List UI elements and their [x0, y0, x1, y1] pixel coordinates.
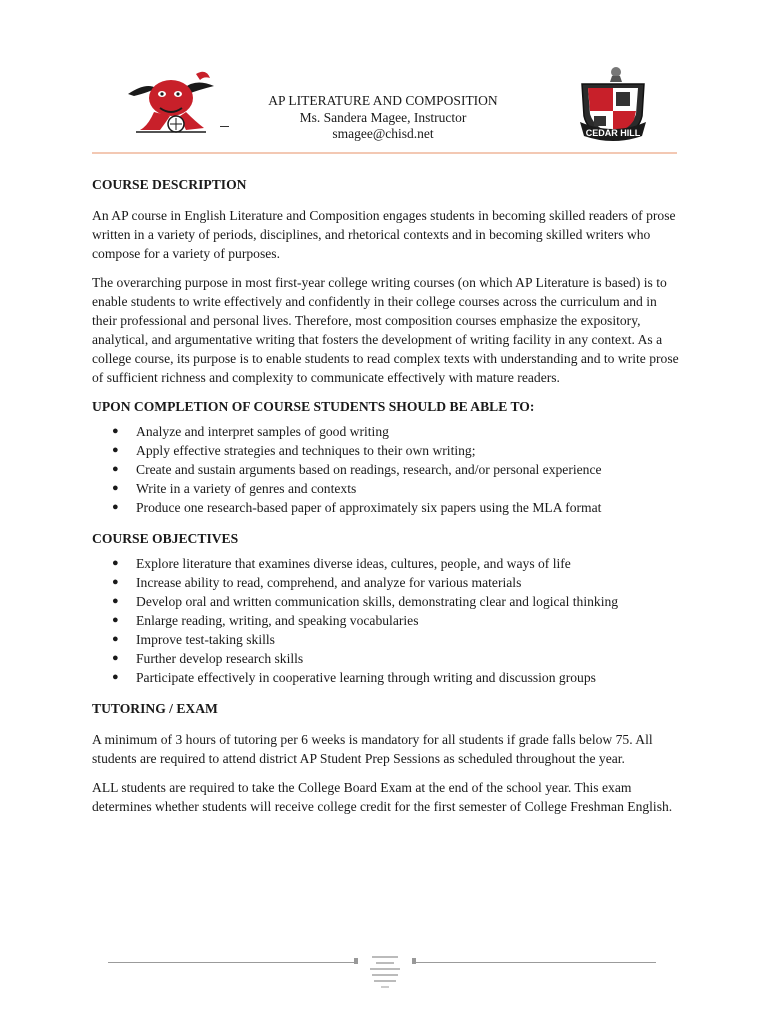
- list-item: ● Enlarge reading, writing, and speaking vocabularies: [112, 613, 419, 628]
- tutoring-exam-heading: TUTORING / EXAM: [92, 701, 218, 716]
- list-item: ● Produce one research-based paper of approximately six papers using the MLA format: [112, 500, 602, 515]
- footer-logo: [354, 954, 416, 994]
- course-objectives-list: [92, 554, 682, 687]
- course-description-heading: COURSE DESCRIPTION: [92, 177, 247, 192]
- bullet-icon: ●: [112, 595, 119, 607]
- tutoring-paragraph: A minimum of 3 hours of tutoring per 6 weeks is mandatory for all students if grade falls below 75. All students are required to attend district AP Student Prep Sessions as scheduled throughout the year.: [92, 732, 653, 766]
- bullet-icon: ●: [112, 557, 119, 569]
- list-item: ● Apply effective strategies and techniques to their own writing;: [112, 443, 476, 458]
- bullet-icon: ●: [112, 576, 119, 588]
- bullet-icon: ●: [112, 482, 119, 494]
- header-divider: [92, 152, 677, 154]
- longhorn-mascot-logo: [126, 64, 216, 136]
- document-header: [230, 93, 536, 143]
- list-item: ● Explore literature that examines diverse ideas, cultures, people, and ways of life: [112, 556, 571, 571]
- list-item: ● Develop oral and written communication skills, demonstrating clear and logical thinking: [112, 594, 619, 609]
- course-title: AP LITERATURE AND COMPOSITION: [268, 93, 498, 108]
- bullet-icon: ●: [112, 501, 119, 513]
- bullet-icon: ●: [112, 671, 119, 683]
- document-body: [92, 175, 682, 816]
- bullet-icon: ●: [112, 633, 119, 645]
- bullet-icon: ●: [112, 444, 119, 456]
- list-item: ● Analyze and interpret samples of good writing: [112, 424, 389, 439]
- bullet-icon: ●: [112, 652, 119, 664]
- course-purpose-paragraph: The overarching purpose in most first-year college writing courses (on which AP Literature is based) is to enable students to write effectively and confidently in their college courses across the curriculum and in their professional and personal lives. Therefore, most composition courses emphasize the expository, analytical, and argumentative writing that fosters the development of writing facility in any context. As a college course, its purpose is to enable students to read complex texts with understanding and to write prose of sufficient richness and complexity to communicate effectively with mature readers.: [92, 275, 679, 385]
- course-description-paragraph: An AP course in English Literature and Composition engages students in becoming skilled readers of prose written in a variety of periods, disciplines, and rhetorical contexts and in becoming skilled writers who compose for a variety of purposes.: [92, 208, 676, 261]
- course-objectives-heading: COURSE OBJECTIVES: [92, 531, 239, 546]
- upon-completion-heading: UPON COMPLETION OF COURSE STUDENTS SHOULD BE ABLE TO:: [92, 399, 535, 414]
- instructor-email: smagee@chisd.net: [332, 126, 434, 141]
- list-item: ● Participate effectively in cooperative learning through writing and discussion groups: [112, 670, 596, 685]
- footer-divider-left: [108, 962, 354, 963]
- instructor-name: Ms. Sandera Magee, Instructor: [299, 109, 467, 125]
- list-item: ● Write in a variety of genres and contexts: [112, 481, 357, 496]
- footer-divider-right: [416, 962, 656, 963]
- list-item: ● Improve test-taking skills: [112, 632, 275, 647]
- cedar-hill-crest-logo: [576, 64, 650, 146]
- header-dash: [220, 126, 229, 127]
- upon-completion-list: [92, 422, 682, 517]
- crest-banner-text: CEDAR HILL: [585, 128, 641, 138]
- list-item: ● Further develop research skills: [112, 651, 304, 666]
- bullet-icon: ●: [112, 614, 119, 626]
- bullet-icon: ●: [112, 463, 119, 475]
- list-item: ● Create and sustain arguments based on readings, research, and/or personal experience: [112, 462, 602, 477]
- list-item: ● Increase ability to read, comprehend, and analyze for various materials: [112, 575, 522, 590]
- bullet-icon: ●: [112, 425, 119, 437]
- exam-paragraph: ALL students are required to take the College Board Exam at the end of the school year. This exam determines whether students will receive college credit for the first semester of College Freshman English.: [92, 780, 673, 814]
